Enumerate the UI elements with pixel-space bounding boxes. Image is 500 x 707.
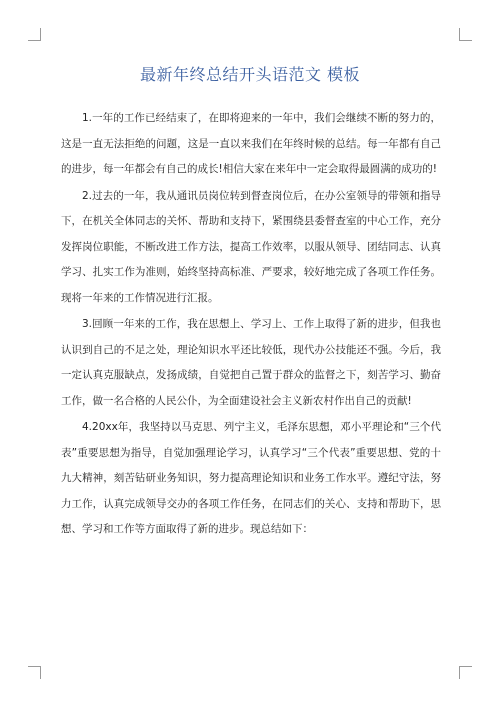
paragraph-2: 2.过去的一年，我从通讯员岗位转到督查岗位后，在办公室领导的带领和指导下，在机关全体同志的关怀、帮助和支持下，紧围绕县委督查室的中心工作，充分发挥岗位职能，不断改进工作方法，提高工作效率，以服从领导、团结同志、认真学习、扎实工作为准则，始终坚持高标准、严要求，较好地完成了各项工作任务。现将一年来的工作情况进行汇报。 xyxy=(61,189,441,304)
paragraph-4: 4.20xx年，我坚持以马克思、列宁主义，毛泽东思想，邓小平理论和“三个代表”重要思想为指导，自觉加强理论学习，认真学习“三个代表”重要思想、党的十九大精神，刻苦钻研业务知识，努力提高理论知识和业务工作水平。遵纪守法，努力工作，认真完成领导交办的各项工作任务，在同志们的关心、支持和帮助下，思想、学习和工作等方面取得了新的进步。现总结如下： xyxy=(61,421,441,535)
document-title: 最新年终总结开头语范文 模板 xyxy=(139,65,361,84)
page-corner-mark-top-left xyxy=(28,28,41,41)
paragraph-1: 1.一年的工作已经结束了，在即将迎来的一年中，我们会继续不断的努力的，这是一直无法拒绝的问题，这是一直以来我们在年终时候的总结。每一年都有自己的进步，每一年都会有自己的成长!相信大家在来年中一定会取得最圆满的成功的! xyxy=(61,112,441,175)
page-corner-mark-bottom-right xyxy=(459,666,472,679)
page-corner-mark-bottom-left xyxy=(28,666,41,679)
document-body xyxy=(61,106,441,544)
paragraph-3: 3.回顾一年来的工作，我在思想上、学习上、工作上取得了新的进步，但我也认识到自己的不足之处，理论知识水平还比较低，现代办公技能还不强。今后，我一定认真克服缺点，发扬成绩，自觉把自己置于群众的监督之下，刻苦学习、勤奋工作，做一名合格的人民公仆，为全面建设社会主义新农村作出自己的贡献! xyxy=(61,318,441,407)
page-corner-mark-top-right xyxy=(459,28,472,41)
